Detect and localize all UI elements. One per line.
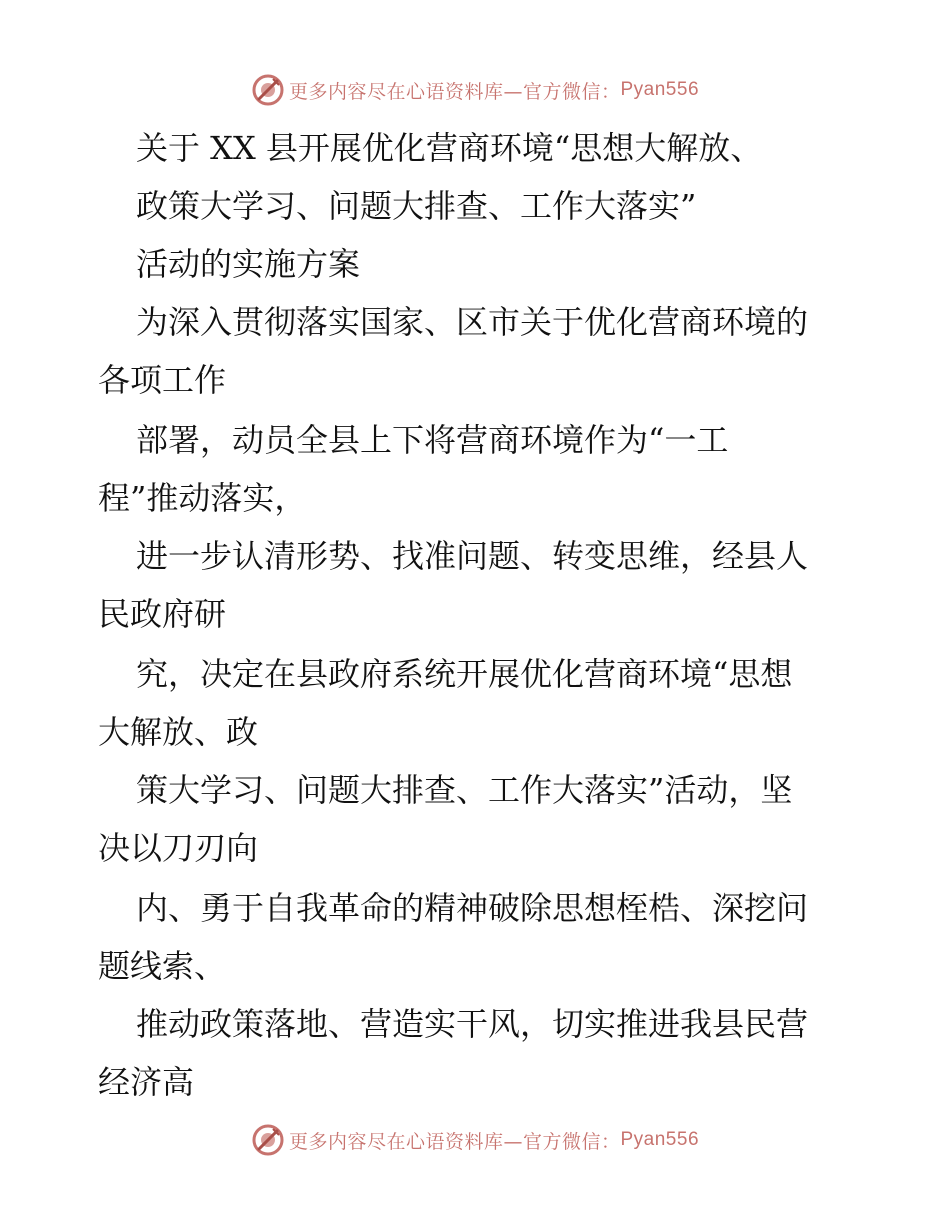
watermark-id: Pyan556 (620, 1129, 700, 1150)
body-line: 为深入贯彻落实国家、区市关于优化营商环境的 (136, 303, 809, 341)
footer-watermark (0, 1118, 950, 1162)
body-line: 内、勇于自我革命的精神破除思想桎梏、深挖问 (136, 889, 809, 927)
body-line: 民政府研 (98, 595, 227, 633)
body-line: 各项工作 (98, 361, 227, 399)
body-line: 部署，动员全县上下将营商环境作为“一工 (136, 421, 729, 459)
title-line-3: 活动的实施方案 (136, 245, 361, 283)
title-line-2: 政策大学习、问题大排查、工作大落实” (136, 187, 697, 225)
title-line-1: 关于 XX 县开展优化营商环境“思想大解放、 (136, 129, 763, 167)
body-line: 经济高 (98, 1063, 195, 1101)
body-line: 题线索、 (98, 947, 227, 985)
watermark-text: 更多内容尽在心语资料库—官方微信： (288, 80, 621, 103)
logo-icon (251, 1123, 285, 1157)
body-line: 程”推动落实， (98, 479, 307, 517)
body-line: 决以刀刃向 (98, 829, 259, 867)
watermark-text: 更多内容尽在心语资料库—官方微信： (288, 1130, 621, 1153)
body-line: 大解放、政 (98, 713, 259, 751)
body-line: 推动政策落地、营造实干风，切实推进我县民营 (136, 1005, 809, 1043)
header-watermark (0, 68, 950, 112)
body-line: 究，决定在县政府系统开展优化营商环境“思想 (136, 655, 793, 693)
body-line: 进一步认清形势、找准问题、转变思维，经县人 (136, 537, 809, 575)
watermark-id: Pyan556 (620, 79, 700, 100)
logo-icon (251, 73, 285, 107)
body-line: 策大学习、问题大排查、工作大落实”活动，坚 (136, 771, 793, 809)
